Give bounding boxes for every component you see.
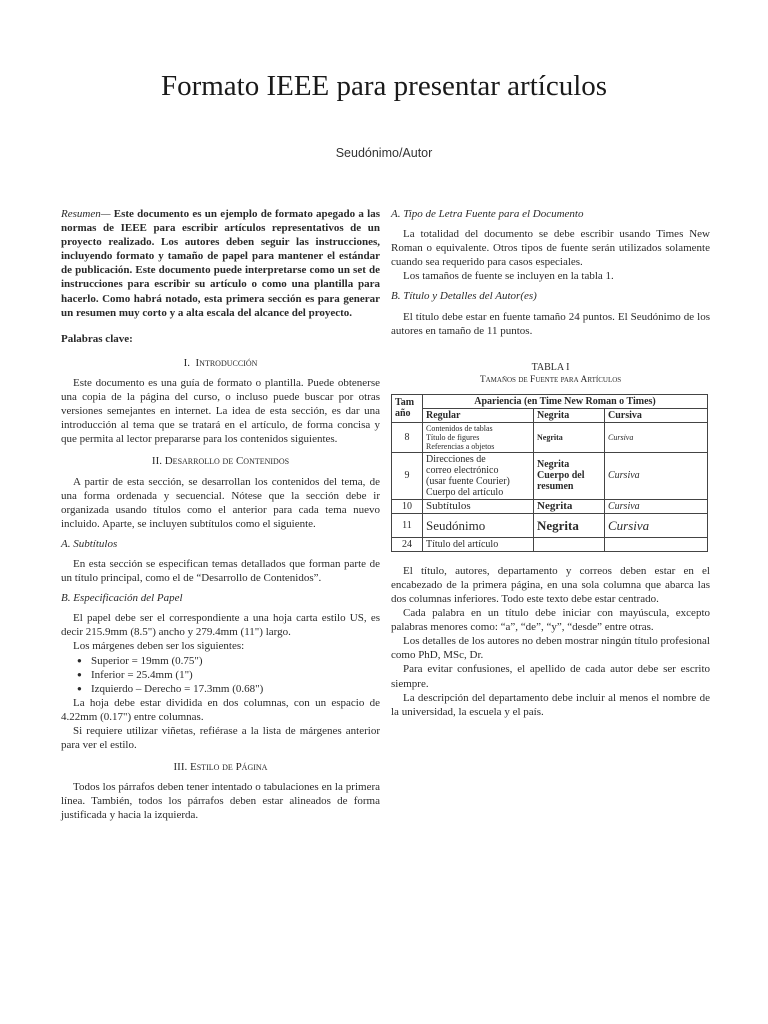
heading-paragraph-1: El título, autores, departamento y correos deben estar en el encabezado de la primera página, en una sola columna que abarca las dos columnas inferiores. Todo este texto debe estar centrado. xyxy=(391,564,710,605)
cell-line: Cuerpo del artículo xyxy=(426,486,504,498)
development-paragraph: A partir de esta sección, se desarrollan los contenidos del tema, de una forma ordenada y secuencial. Nótese que la sección debe ir organizada usando títulos como el anterior para cada tema nuevo incluido. Aparte, se incluyen subtítulos como el siguiente. xyxy=(61,475,380,530)
section-heading-estilo xyxy=(61,760,380,774)
cell-line: Título de figures xyxy=(426,432,480,442)
table-label: TABLA I xyxy=(531,361,570,373)
paper-paragraph-4: Si requiere utilizar viñetas, refiérase a la lista de márgenes anterior para ver el estilo. xyxy=(61,725,380,752)
table-row xyxy=(392,513,708,537)
title-paragraph: El título debe estar en fuente tamaño 24 puntos. El Seudónimo de los autores en tamaño de 11 puntos. xyxy=(391,310,710,337)
paper-paragraph-2: Los márgenes deben ser los siguientes: xyxy=(73,640,245,653)
section-heading-introduccion xyxy=(61,356,380,370)
cell-line: (usar fuente Courier) xyxy=(426,475,510,487)
keywords: Palabras clave: xyxy=(61,332,133,345)
heading-paragraph-3: Los detalles de los autores no deben mostrar ningún título profesional como PhD, MSc, Dr. xyxy=(391,635,710,662)
cell-size: 24 xyxy=(392,537,423,551)
section-heading-desarrollo xyxy=(61,454,380,468)
heading-paragraph-5: La descripción del departamento debe incluir al menos el nombre de la universidad, la escuela y el país. xyxy=(391,691,710,718)
paper-paragraph-1: El papel debe ser el correspondiente a una hoja carta estilo US, es decir 215.9mm (8.5") ancho y 279.4mm (11") largo. xyxy=(61,612,380,639)
header-size: Tam año xyxy=(392,394,423,422)
cell-line: Cuerpo del xyxy=(537,470,585,482)
table-caption xyxy=(391,362,710,386)
header-italic: Cursiva xyxy=(605,408,708,422)
cell-italic: Cursiva xyxy=(605,422,708,452)
cell-size: 8 xyxy=(392,422,423,452)
cell-regular xyxy=(423,422,534,452)
right-column xyxy=(391,207,710,719)
cell-bold xyxy=(534,537,605,551)
cell-size: 9 xyxy=(392,452,423,499)
header-bold: Negrita xyxy=(534,408,605,422)
cell-line: Direcciones de xyxy=(426,453,486,465)
abstract-body: Este documento es un ejemplo de formato apegado a las normas de IEEE para escribir artículos representativos de un proyecto realizado. Los autores deben seguir las instrucciones, incluyendo formato y tamaño de papel para mantener el estándar de publicación. Este documento puede interpretarse como un set de instrucciones para escribir su artículo o como una plantilla para hacerlo. Como habrá notado, esta primera sección es para generar un resumen muy corto y a alta escala del alcance del proyecto. xyxy=(61,208,380,319)
header-appearance: Apariencia (en Time New Roman o Times) xyxy=(423,394,708,408)
section-number: III. xyxy=(173,761,188,774)
intro-paragraph: Este documento es una guía de formato o plantilla. Puede obtenerse una copia de la página del curso, o incluso puede buscar por otras versiones semejantes en internet. La idea de esta sección, es dar una introducción al tema que se tratará en el artículo, de forma concisa y que permita al lector prepararse para los contenidos siguientes. xyxy=(61,376,380,446)
section-title: Introducción xyxy=(195,356,258,369)
table-row xyxy=(392,452,708,499)
cell-italic: Cursiva xyxy=(605,452,708,499)
header-regular: Regular xyxy=(423,408,534,422)
list-item: ● Izquierdo – Derecho = 17.3mm (0.68") xyxy=(91,682,380,696)
cell-italic xyxy=(605,537,708,551)
cell-line: resumen xyxy=(537,481,574,493)
margins-list xyxy=(61,654,380,696)
cell-regular: Subtítulos xyxy=(423,499,534,513)
author-name: Seudónimo/Autor xyxy=(335,146,433,160)
cell-bold: Negrita xyxy=(534,499,605,513)
cell-bold: Negrita xyxy=(534,513,605,537)
abstract xyxy=(61,207,380,320)
cell-regular: Título del artículo xyxy=(423,537,534,551)
section-title: Estilo de Página xyxy=(190,761,268,774)
cell-size: 10 xyxy=(392,499,423,513)
subtitles-paragraph: En esta sección se especifican temas detallados que forman parte de un título principal, como el de “Desarrollo de Contenidos”. xyxy=(61,557,380,585)
table-row xyxy=(392,537,708,551)
section-number: II. xyxy=(151,455,162,468)
subsection-heading-fuente: A. Tipo de Letra Fuente para el Documento xyxy=(391,208,584,220)
font-paragraph-2: Los tamaños de fuente se incluyen en la tabla 1. xyxy=(403,270,614,283)
subsection-heading-titulo: B. Título y Detalles del Autor(es) xyxy=(391,290,537,303)
table-header-row xyxy=(392,394,708,408)
list-item: ● Superior = 19mm (0.75") xyxy=(91,654,380,668)
heading-paragraph-4: Para evitar confusiones, el apellido de cada autor debe ser escrito siempre. xyxy=(391,663,710,690)
font-sizes-table xyxy=(391,394,708,552)
left-column xyxy=(61,207,380,823)
paper-paragraph-3: La hoja debe estar dividida en dos columnas, con un espacio de 4.22mm (0.17") entre columnas. xyxy=(61,696,380,723)
subsection-heading-papel: B. Especificación del Papel xyxy=(61,592,183,605)
cell-line: Negrita xyxy=(537,459,570,471)
cell-bold xyxy=(534,452,605,499)
cell-line: Referencias a objetos xyxy=(426,441,495,451)
heading-paragraph-2: Cada palabra en un título debe iniciar con mayúscula, excepto palabras menores como: “a”, “de”, “y”, “desde” entre otras. xyxy=(391,607,710,634)
list-item: ● Inferior = 25.4mm (1") xyxy=(91,668,380,682)
cell-regular xyxy=(423,452,534,499)
cell-line: correo electrónico xyxy=(426,464,499,476)
cell-size: 11 xyxy=(392,513,423,537)
section-title: Desarrollo de Contenidos xyxy=(164,455,290,468)
table-title: Tamaños de Fuente para Artículos xyxy=(479,374,622,385)
cell-italic: Cursiva xyxy=(605,499,708,513)
abstract-lead: Resumen— xyxy=(61,208,111,220)
font-paragraph-1: La totalidad del documento se debe escribir usando Times New Roman o equivalente. Otros tipos de fuente serán utilizados solamente cuando sea requerido para casos especiales. xyxy=(391,228,710,269)
cell-line: Contenidos de tablas xyxy=(426,423,493,433)
table-row xyxy=(392,422,708,452)
style-paragraph: Todos los párrafos deben tener intentado o tabulaciones en la primera línea. También, todos los párrafos deben estar alineados de forma justificada y hacia la izquierda. xyxy=(61,781,380,822)
cell-regular: Seudónimo xyxy=(423,513,534,537)
paper-title: Formato IEEE para presentar artículos xyxy=(160,70,608,102)
section-number: I. xyxy=(183,356,191,369)
table-row xyxy=(392,499,708,513)
cell-italic: Cursiva xyxy=(605,513,708,537)
table-header-row xyxy=(392,408,708,422)
subsection-heading-subtitulos: A. Subtítulos xyxy=(61,537,118,550)
cell-bold: Negrita xyxy=(534,422,605,452)
